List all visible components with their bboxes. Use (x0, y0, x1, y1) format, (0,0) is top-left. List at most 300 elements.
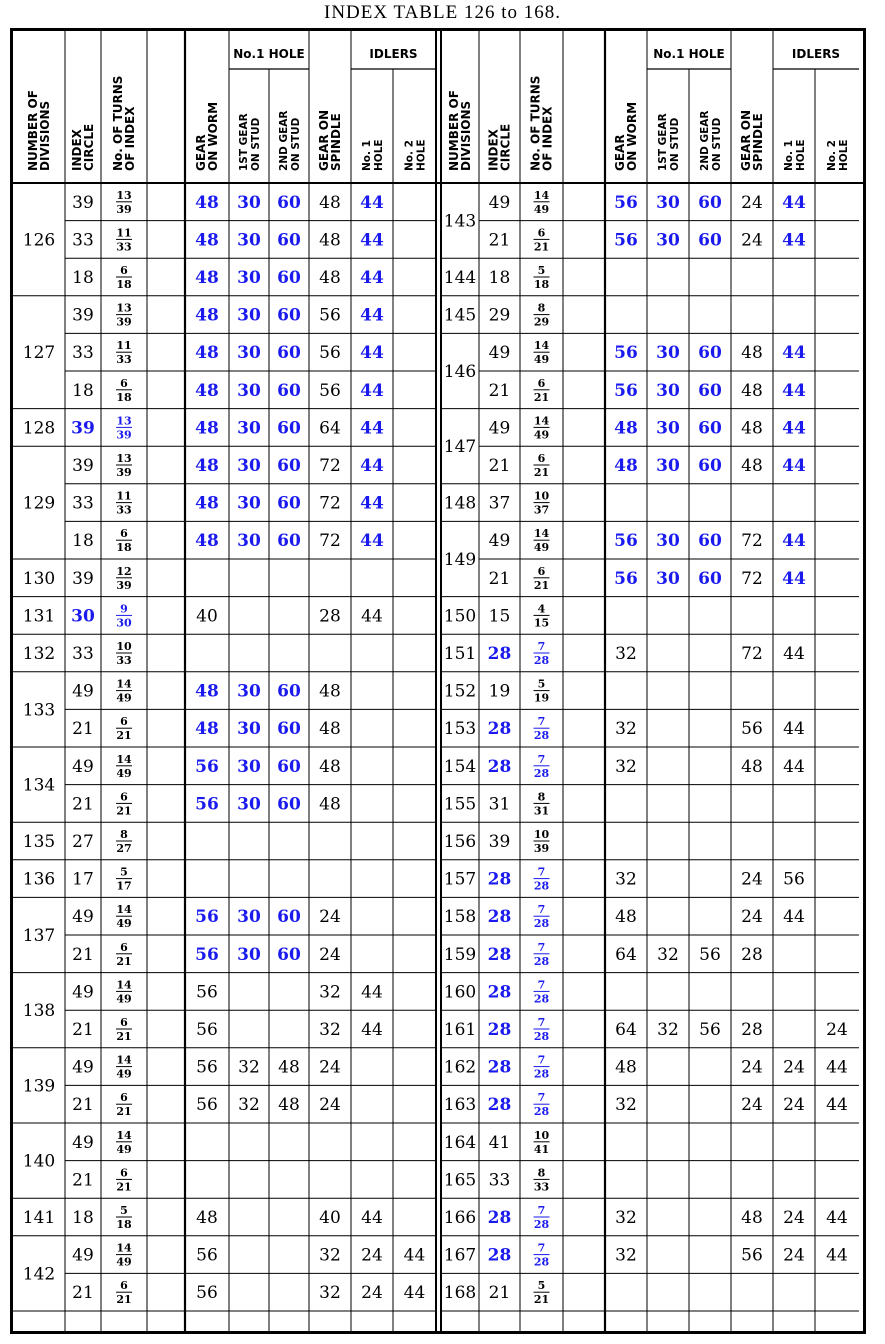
left-gear-sp: 32 (319, 1283, 341, 1304)
left-division-label: 135 (22, 832, 56, 852)
left-gear-i1: 44 (361, 982, 383, 1003)
left-division-label: 129 (22, 493, 56, 514)
right-turns-numerator: 8 (537, 1166, 546, 1180)
right-header-text: GEAR (613, 134, 627, 171)
left-header-text: HOLE (415, 139, 428, 171)
left-division-label: 138 (22, 1001, 56, 1022)
left-gear-i1: 44 (361, 1208, 383, 1228)
left-index-circle: 49 (72, 756, 94, 777)
right-gear-i1: 44 (782, 531, 806, 552)
left-turns-denominator: 21 (116, 1105, 132, 1119)
right-gear-i2: 44 (826, 1245, 848, 1266)
right-turns-numerator: 7 (537, 1053, 546, 1067)
right-no1-hole-header: No.1 HOLE (653, 47, 725, 61)
left-gear-sp: 48 (319, 268, 341, 288)
left-division-label: 136 (22, 869, 56, 890)
right-index-circle: 49 (488, 343, 511, 364)
right-turns-numerator: 8 (537, 790, 546, 804)
right-gear-w: 32 (615, 1208, 637, 1228)
right-division-label: 160 (443, 982, 477, 1003)
right-index-circle: 37 (488, 493, 511, 514)
right-division-label: 159 (443, 944, 477, 965)
left-division-label: 132 (22, 644, 56, 664)
right-gear-s2: 60 (698, 380, 722, 401)
left-header-text: No. 2 (403, 140, 416, 171)
left-gear-sp: 72 (319, 493, 341, 514)
left-gear-i1: 44 (360, 268, 384, 288)
right-gear-sp: 28 (741, 1020, 763, 1040)
right-gear-s1: 30 (656, 230, 680, 251)
left-turns-denominator: 21 (116, 1180, 132, 1194)
left-header-text: 1ST GEAR (238, 113, 250, 171)
left-gear-s1: 30 (237, 944, 261, 965)
right-division-label: 148 (443, 493, 477, 514)
right-turns-denominator: 21 (533, 578, 550, 592)
right-division-label: 164 (443, 1132, 477, 1153)
left-gear-s1: 30 (237, 268, 261, 288)
left-header-text: HOLE (373, 139, 385, 171)
left-gear-i1: 44 (360, 305, 384, 326)
left-gear-sp: 48 (319, 681, 341, 702)
right-turns-numerator: 5 (537, 1279, 546, 1293)
left-gear-w: 48 (195, 456, 219, 476)
left-turns-denominator: 33 (116, 353, 132, 367)
right-index-circle: 28 (487, 756, 512, 777)
left-turns-denominator: 39 (116, 466, 132, 479)
right-gear-sp: 24 (741, 192, 763, 213)
left-turns-numerator: 14 (116, 1128, 132, 1142)
left-turns-denominator: 39 (116, 428, 132, 442)
left-gear-w: 48 (195, 230, 219, 251)
left-index-circle: 18 (72, 531, 94, 552)
right-header-text: HOLE (795, 139, 807, 171)
left-gear-w: 56 (196, 1245, 218, 1266)
right-turns-denominator: 21 (533, 240, 550, 254)
right-division-label: 156 (443, 832, 477, 852)
right-turns-numerator: 7 (537, 715, 546, 729)
left-turns-numerator: 6 (120, 1016, 128, 1029)
left-turns-denominator: 18 (116, 278, 132, 291)
right-turns-numerator: 6 (537, 226, 546, 240)
right-turns-numerator: 14 (533, 414, 550, 428)
right-gear-w: 56 (614, 531, 638, 552)
left-turns-denominator: 33 (116, 240, 132, 254)
right-index-circle: 21 (488, 568, 511, 589)
right-index-circle: 18 (488, 268, 511, 288)
left-gear-sp: 24 (319, 907, 341, 928)
left-turns-denominator: 39 (116, 315, 132, 329)
right-turns-numerator: 7 (537, 903, 546, 917)
right-gear-i1: 44 (782, 192, 806, 213)
right-gear-s2: 60 (698, 418, 722, 439)
left-header-text: 2ND GEAR (278, 110, 290, 171)
right-idlers-header: IDLERS (791, 47, 841, 61)
left-gear-i1: 44 (360, 456, 384, 476)
right-turns-denominator: 28 (533, 1218, 550, 1231)
left-gear-w: 48 (195, 418, 219, 439)
left-turns-numerator: 9 (120, 602, 128, 616)
right-gear-sp: 56 (741, 719, 763, 740)
right-turns-denominator: 18 (533, 278, 550, 291)
left-gear-s2: 48 (278, 1057, 300, 1078)
left-turns-numerator: 5 (120, 1204, 128, 1217)
left-gear-sp: 40 (319, 1208, 341, 1228)
left-header-text: ON WORM (206, 101, 220, 171)
right-gear-i1: 44 (783, 644, 805, 664)
left-index-circle: 21 (72, 1020, 94, 1040)
right-turns-denominator: 28 (533, 654, 550, 667)
right-turns-denominator: 37 (533, 503, 550, 517)
page-title: INDEX TABLE 126 to 168. (324, 2, 561, 23)
right-gear-w: 32 (615, 644, 637, 664)
right-gear-s1: 30 (656, 456, 680, 476)
right-header-text: HOLE (838, 139, 850, 171)
right-turns-denominator: 39 (533, 842, 550, 855)
left-turns-numerator: 6 (120, 790, 128, 804)
left-header-text: No. 1 (361, 140, 373, 171)
left-index-circle: 33 (72, 644, 94, 664)
index-table-grid (13, 31, 863, 1331)
left-gear-w: 48 (195, 380, 219, 401)
left-turns-denominator: 49 (116, 691, 132, 705)
left-index-circle: 21 (72, 944, 94, 965)
left-header-text: ON STUD (250, 117, 262, 171)
right-turns-denominator: 33 (533, 1180, 550, 1194)
left-turns-denominator: 39 (116, 202, 132, 216)
left-index-circle: 39 (71, 418, 95, 439)
left-turns-numerator: 6 (120, 376, 128, 390)
left-gear-sp: 48 (319, 794, 341, 815)
left-gear-w: 56 (196, 1020, 218, 1040)
right-turns-numerator: 8 (537, 301, 546, 315)
left-turns-numerator: 13 (116, 301, 132, 315)
right-header-text: SPINDLE (751, 113, 765, 171)
right-turns-denominator: 49 (533, 202, 550, 216)
left-turns-numerator: 13 (116, 414, 132, 428)
left-index-circle: 49 (72, 907, 94, 928)
right-gear-w: 64 (615, 944, 637, 965)
right-index-circle: 39 (488, 832, 511, 852)
right-division-label: 145 (443, 305, 477, 326)
left-turns-numerator: 14 (116, 1241, 132, 1255)
right-turns-denominator: 28 (533, 729, 550, 743)
right-turns-numerator: 7 (537, 1016, 546, 1029)
right-gear-w: 32 (615, 1245, 637, 1266)
left-gear-sp: 24 (319, 944, 341, 965)
left-division-label: 127 (22, 343, 56, 364)
right-turns-denominator: 49 (533, 353, 550, 367)
left-turns-numerator: 14 (116, 752, 132, 766)
right-gear-i1: 44 (782, 418, 806, 439)
right-turns-denominator: 28 (533, 879, 550, 893)
right-gear-s2: 60 (698, 456, 722, 476)
right-header-text: INDEX (486, 129, 501, 171)
right-turns-numerator: 7 (537, 1091, 546, 1105)
left-turns-numerator: 6 (120, 527, 128, 541)
left-gear-w: 48 (195, 192, 219, 213)
right-division-label: 163 (443, 1095, 477, 1116)
right-index-circle: 49 (488, 418, 511, 439)
right-division-label: 144 (443, 268, 477, 288)
right-gear-sp: 24 (741, 907, 763, 928)
right-index-circle: 21 (488, 380, 511, 401)
right-gear-i1: 44 (783, 756, 805, 777)
right-gear-sp: 48 (741, 756, 763, 777)
right-turns-numerator: 7 (537, 640, 546, 653)
left-index-circle: 27 (72, 832, 94, 852)
right-turns-denominator: 21 (533, 390, 550, 404)
left-gear-s1: 30 (237, 907, 261, 928)
left-gear-s1: 30 (237, 230, 261, 251)
right-gear-s1: 30 (656, 343, 680, 364)
right-division-label: 146 (443, 362, 477, 382)
right-turns-denominator: 28 (533, 917, 550, 931)
left-header-text: No. OF TURNS (111, 75, 125, 171)
left-division-label: 126 (22, 230, 56, 251)
right-turns-numerator: 14 (533, 188, 550, 202)
left-gear-s2: 60 (277, 531, 301, 552)
index-table (10, 28, 866, 1334)
right-gear-i1: 24 (783, 1057, 805, 1078)
left-gear-i2: 44 (403, 1245, 426, 1266)
right-gear-i1: 44 (782, 343, 806, 364)
right-turns-denominator: 28 (533, 1030, 550, 1043)
left-header-text: NUMBER OF (26, 90, 40, 171)
left-index-circle: 21 (72, 1170, 94, 1191)
right-gear-s2: 56 (699, 944, 721, 965)
right-gear-w: 32 (615, 756, 637, 777)
left-header-text: SPINDLE (329, 113, 343, 171)
right-gear-s1: 32 (657, 1020, 679, 1040)
left-gear-w: 56 (195, 756, 219, 777)
left-gear-sp: 56 (319, 380, 341, 401)
left-turns-numerator: 12 (116, 564, 132, 578)
left-gear-s2: 60 (277, 230, 301, 251)
right-gear-s1: 32 (657, 944, 679, 965)
left-index-circle: 49 (72, 1132, 94, 1153)
right-turns-denominator: 49 (533, 541, 550, 555)
right-division-label: 151 (443, 644, 477, 664)
left-gear-s2: 60 (277, 681, 301, 702)
right-gear-sp: 24 (741, 230, 763, 251)
right-gear-w: 48 (614, 456, 638, 476)
left-index-circle: 49 (72, 681, 94, 702)
left-header-text: DIVISIONS (38, 100, 52, 171)
left-turns-numerator: 5 (120, 865, 128, 879)
right-index-circle: 28 (487, 644, 512, 664)
right-turns-denominator: 19 (533, 691, 550, 705)
left-gear-s2: 60 (277, 268, 301, 288)
left-gear-i1: 44 (360, 343, 384, 364)
right-gear-sp: 72 (741, 568, 763, 589)
right-gear-w: 32 (615, 1095, 637, 1116)
left-index-circle: 39 (72, 456, 94, 476)
right-turns-denominator: 15 (533, 616, 550, 630)
left-gear-w: 48 (195, 531, 219, 552)
right-turns-numerator: 14 (533, 527, 550, 541)
left-turns-denominator: 18 (116, 541, 132, 555)
left-gear-sp: 48 (319, 719, 341, 740)
right-header-text: DIVISIONS (459, 100, 473, 171)
left-turns-numerator: 10 (116, 640, 132, 653)
left-index-circle: 21 (72, 719, 94, 740)
right-index-circle: 28 (487, 1245, 512, 1266)
right-gear-sp: 24 (741, 1095, 763, 1116)
right-header-text: ON STUD (711, 117, 723, 171)
left-gear-w: 48 (195, 343, 219, 364)
right-turns-denominator: 49 (533, 428, 550, 442)
left-gear-s1: 30 (237, 456, 261, 476)
left-no1-hole-header: No.1 HOLE (233, 47, 305, 61)
right-index-circle: 28 (487, 982, 512, 1003)
left-turns-denominator: 49 (116, 992, 132, 1006)
left-index-circle: 21 (72, 1283, 94, 1304)
left-gear-w: 56 (196, 1095, 218, 1116)
left-gear-w: 48 (196, 1208, 218, 1228)
left-gear-w: 48 (195, 305, 219, 326)
right-index-circle: 28 (487, 719, 512, 740)
left-turns-numerator: 11 (116, 226, 132, 240)
right-gear-sp: 72 (741, 644, 763, 664)
right-turns-numerator: 5 (537, 264, 546, 277)
right-gear-i2: 44 (826, 1208, 848, 1228)
right-turns-denominator: 28 (533, 1255, 550, 1269)
right-gear-w: 56 (614, 380, 638, 401)
right-gear-s2: 60 (698, 230, 722, 251)
right-division-label: 166 (443, 1208, 477, 1228)
left-turns-numerator: 6 (120, 1279, 128, 1293)
left-gear-s2: 60 (277, 944, 301, 965)
left-index-circle: 18 (72, 1208, 94, 1228)
left-gear-w: 48 (195, 268, 219, 288)
left-gear-w: 56 (196, 1057, 218, 1078)
left-gear-s2: 60 (277, 456, 301, 476)
left-index-circle: 33 (72, 230, 94, 251)
right-gear-w: 32 (615, 719, 637, 740)
right-gear-sp: 28 (741, 944, 763, 965)
right-gear-w: 48 (615, 1057, 637, 1078)
right-gear-s2: 60 (698, 343, 722, 364)
right-index-circle: 21 (488, 230, 511, 251)
left-division-label: 130 (22, 568, 56, 589)
right-index-circle: 41 (488, 1132, 511, 1153)
left-gear-s2: 60 (277, 343, 301, 364)
right-turns-numerator: 10 (533, 489, 550, 503)
left-gear-s2: 60 (277, 418, 301, 439)
right-turns-denominator: 28 (533, 954, 550, 968)
right-turns-numerator: 6 (537, 376, 546, 390)
left-turns-numerator: 14 (116, 903, 132, 917)
left-gear-s2: 60 (277, 719, 301, 740)
left-turns-denominator: 17 (116, 879, 132, 893)
left-turns-numerator: 6 (120, 1091, 128, 1105)
left-turns-numerator: 8 (120, 828, 128, 841)
right-gear-i1: 44 (782, 456, 806, 476)
left-turns-numerator: 13 (116, 188, 132, 202)
left-division-label: 131 (22, 606, 56, 627)
left-gear-sp: 32 (319, 1020, 341, 1040)
left-gear-s1: 30 (237, 343, 261, 364)
right-gear-i1: 44 (782, 230, 806, 251)
right-index-circle: 28 (487, 869, 512, 890)
left-gear-s1: 32 (238, 1095, 260, 1116)
left-gear-sp: 48 (319, 230, 341, 251)
right-index-circle: 28 (487, 944, 512, 965)
left-gear-sp: 72 (319, 456, 341, 476)
right-index-circle: 19 (488, 681, 511, 702)
left-gear-s2: 60 (277, 907, 301, 928)
right-gear-w: 48 (614, 418, 638, 439)
right-gear-sp: 48 (741, 343, 763, 364)
right-index-circle: 28 (487, 1095, 512, 1116)
right-turns-denominator: 28 (533, 1105, 550, 1119)
right-header-text: OF INDEX (540, 106, 555, 171)
right-index-circle: 49 (488, 531, 511, 552)
right-gear-w: 48 (615, 907, 637, 928)
right-turns-denominator: 21 (533, 466, 550, 479)
right-turns-numerator: 7 (537, 1241, 546, 1255)
right-gear-w: 56 (614, 192, 638, 213)
left-gear-s1: 30 (237, 531, 261, 552)
left-gear-sp: 72 (319, 531, 341, 552)
right-turns-numerator: 7 (537, 1204, 546, 1217)
left-gear-w: 56 (195, 907, 219, 928)
right-turns-denominator: 28 (533, 1067, 550, 1081)
left-gear-w: 48 (195, 493, 219, 514)
right-header-text: CIRCLE (498, 123, 513, 171)
left-turns-denominator: 27 (116, 842, 132, 855)
left-index-circle: 33 (72, 493, 94, 514)
right-gear-i1: 24 (783, 1208, 805, 1228)
right-turns-numerator: 14 (533, 339, 550, 353)
right-header-text: GEAR ON (739, 110, 753, 171)
left-gear-i1: 24 (361, 1283, 383, 1304)
left-turns-denominator: 21 (116, 1030, 132, 1043)
right-gear-i1: 44 (783, 907, 805, 928)
left-gear-s1: 30 (237, 719, 261, 740)
left-index-circle: 18 (72, 380, 94, 401)
right-division-label: 162 (443, 1057, 477, 1078)
right-gear-sp: 56 (741, 1245, 763, 1266)
right-gear-s2: 56 (699, 1020, 721, 1040)
left-turns-denominator: 49 (116, 1255, 132, 1269)
left-gear-i1: 44 (361, 606, 383, 627)
right-index-circle: 21 (488, 456, 511, 476)
left-gear-s1: 30 (237, 192, 261, 213)
left-gear-w: 56 (195, 794, 219, 815)
left-turns-denominator: 30 (116, 616, 132, 630)
right-gear-w: 56 (614, 343, 638, 364)
right-gear-s1: 30 (656, 380, 680, 401)
left-gear-sp: 64 (319, 418, 341, 439)
left-index-circle: 18 (72, 268, 94, 288)
right-division-label: 149 (443, 550, 477, 570)
left-division-label: 133 (22, 700, 56, 721)
right-header-text: No. OF TURNS (528, 75, 543, 171)
right-gear-w: 56 (614, 230, 638, 251)
left-gear-i1: 44 (361, 1020, 383, 1040)
right-gear-i1: 44 (782, 380, 806, 401)
right-gear-sp: 24 (741, 869, 763, 890)
right-gear-sp: 24 (741, 1057, 763, 1078)
right-gear-i1: 24 (783, 1095, 805, 1116)
left-turns-denominator: 49 (116, 1142, 132, 1156)
left-header-text: CIRCLE (82, 123, 96, 171)
left-header-text: INDEX (70, 129, 84, 171)
right-turns-numerator: 10 (533, 1128, 550, 1142)
left-turns-denominator: 33 (116, 654, 132, 667)
left-gear-i1: 44 (360, 531, 384, 552)
